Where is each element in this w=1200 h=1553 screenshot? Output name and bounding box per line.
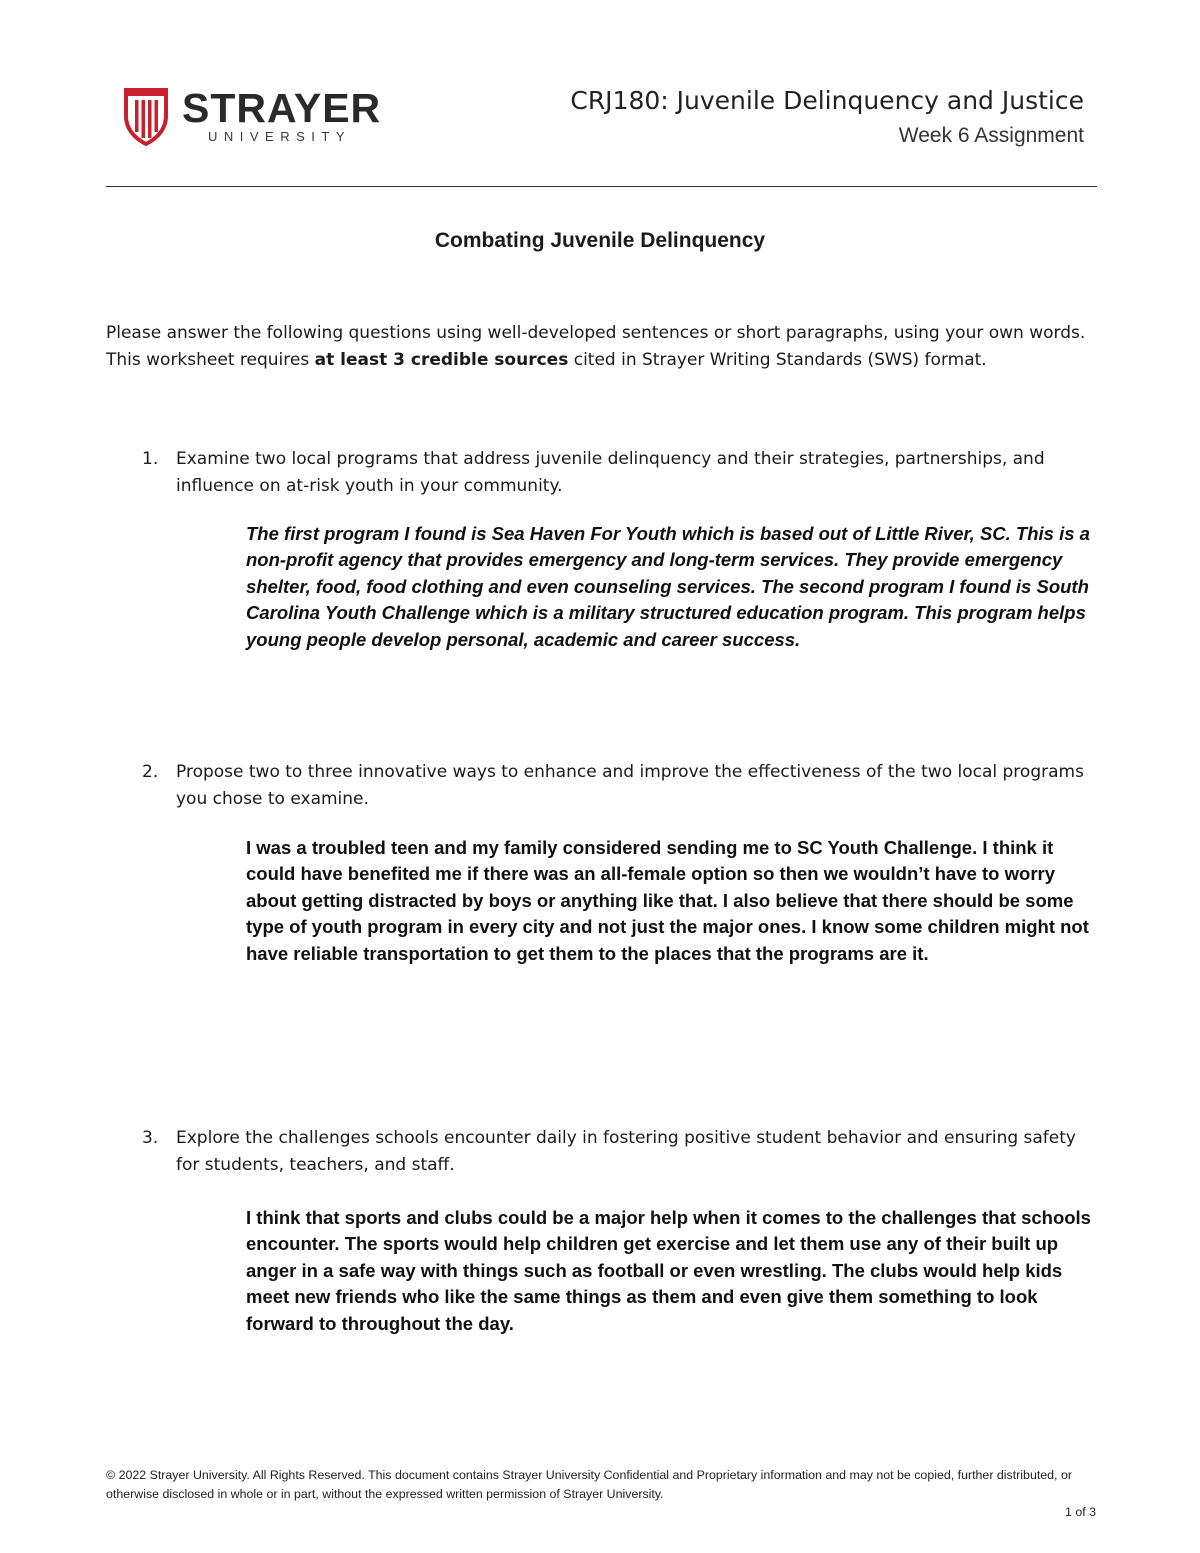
logo-subtitle: UNIVERSITY	[208, 129, 352, 144]
question-text: Explore the challenges schools encounter daily in fostering positive student behavior and ensuring safety for students, teachers, and staff.	[176, 1128, 1076, 1175]
question-number: 3.	[142, 1128, 159, 1148]
course-title: CRJ180: Juvenile Delinquency and Justice	[570, 86, 1084, 115]
instructions-emphasis: at least 3 credible sources	[314, 350, 569, 370]
copyright-notice: © 2022 Strayer University. All Rights Reserved. This document contains Strayer University Confidential and Proprietary information and may not be copied, further distributed, or otherwise disclosed in whole or in part, without the expressed written permission of Strayer University.	[106, 1468, 1072, 1501]
question-text: Examine two local programs that address juvenile delinquency and their strategies, partnerships, and influence on at-risk youth in your community.	[176, 449, 1045, 496]
instructions-paragraph	[106, 320, 1096, 374]
instructions-text-2: cited in Strayer Writing Standards (SWS) format.	[568, 350, 987, 370]
answer-text: I was a troubled teen and my family considered sending me to SC Youth Challenge. I think it could have benefited me if there was an all-female option so then we wouldn’t have to worry about getting distracted by boys or anything like that. I also believe that there should be some type of youth program in every city and not just the major ones. I know some children might not have reliable transportation to get them to the places that the programs are it.	[246, 837, 1089, 964]
university-logo	[122, 85, 382, 150]
document-title: Combating Juvenile Delinquency	[434, 229, 766, 252]
answer-text: The first program I found is Sea Haven For Youth which is based out of Little River, SC. This is a non-profit agency that provides emergency and long-term services. They provide emergency shelter, food, food clothing and even counseling services. The second program I found is South Carolina Youth Challenge which is a military structured education program. This program helps young people develop personal, academic and career success.	[246, 523, 1090, 650]
assignment-label: Week 6 Assignment	[898, 124, 1084, 147]
question-number: 1.	[142, 449, 159, 469]
logo-wordmark: STRAYER	[182, 85, 382, 131]
shield-logo-icon	[122, 86, 170, 146]
page-number: 1 of 3	[1064, 1505, 1096, 1519]
header-divider	[106, 186, 1097, 187]
answer-text: I think that sports and clubs could be a major help when it comes to the challenges that schools encounter. The sports would help children get exercise and let them use any of their built up anger in a safe way with things such as football or even wrestling. The clubs would help kids meet new friends who like the same things as them and even give them something to look forward to throughout the day.	[246, 1207, 1091, 1334]
instructions-text-1: Please answer the following questions using well-developed sentences or short paragraphs, using your own words. This worksheet requires	[106, 323, 1086, 370]
question-number: 2.	[142, 762, 159, 782]
question-text: Propose two to three innovative ways to enhance and improve the effectiveness of the two local programs you chose to examine.	[176, 762, 1084, 809]
